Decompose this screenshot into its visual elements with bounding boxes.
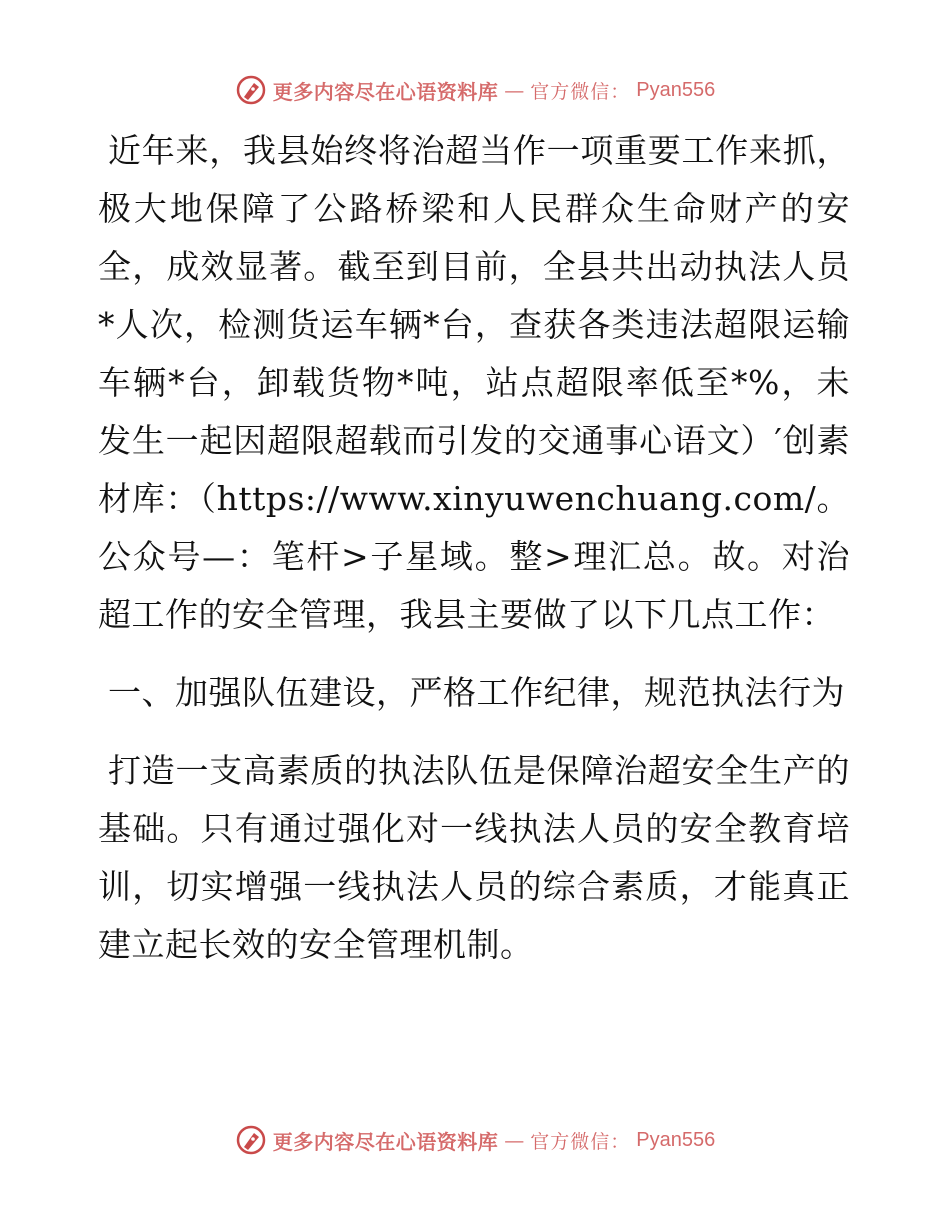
paragraph-team-building: 打造一支高素质的执法队伍是保障治超安全生产的基础。只有通过强化对一线执法人员的安全教育培训，切实增强一线执法人员的综合素质，才能真正建立起长效的安全管理机制。: [98, 751, 850, 964]
document-body: [98, 122, 850, 974]
watermark-text: 更多内容尽在心语资料库: [272, 1129, 499, 1154]
watermark-wechat-id: Pyan556: [636, 1128, 716, 1151]
header-watermark: [0, 70, 950, 110]
footer-watermark: [0, 1120, 950, 1160]
watermark-official-label: 官方微信：: [530, 1130, 631, 1153]
pen-nib-logo-icon: [235, 74, 267, 106]
section-heading-1: 一、加强队伍建设，严格工作纪律，规范执法行为: [108, 673, 845, 712]
watermark-wechat-id: Pyan556: [636, 78, 716, 101]
watermark-text: 更多内容尽在心语资料库: [272, 79, 499, 104]
paragraph-intro: 近年来，我县始终将治超当作一项重要工作来抓，极大地保障了公路桥梁和人民群众生命财产的安全，成效显著。截至到目前，全县共出动执法人员*人次，检测货运车辆*台，查获各类违法超限运输车辆*台，卸载货物*吨，站点超限率低至*%，未发生一起因超限超载而引发的交通事心语文）′创素材库：（https://www.xinyuwenchuang.com/。公众号—：笔杆>子星域。整>理汇总。故。对治超工作的安全管理，我县主要做了以下几点工作：: [98, 131, 850, 634]
watermark-dash: —: [504, 78, 525, 102]
pen-nib-logo-icon: [235, 1124, 267, 1156]
watermark-dash: —: [504, 1128, 525, 1152]
watermark-official-label: 官方微信：: [530, 80, 631, 103]
